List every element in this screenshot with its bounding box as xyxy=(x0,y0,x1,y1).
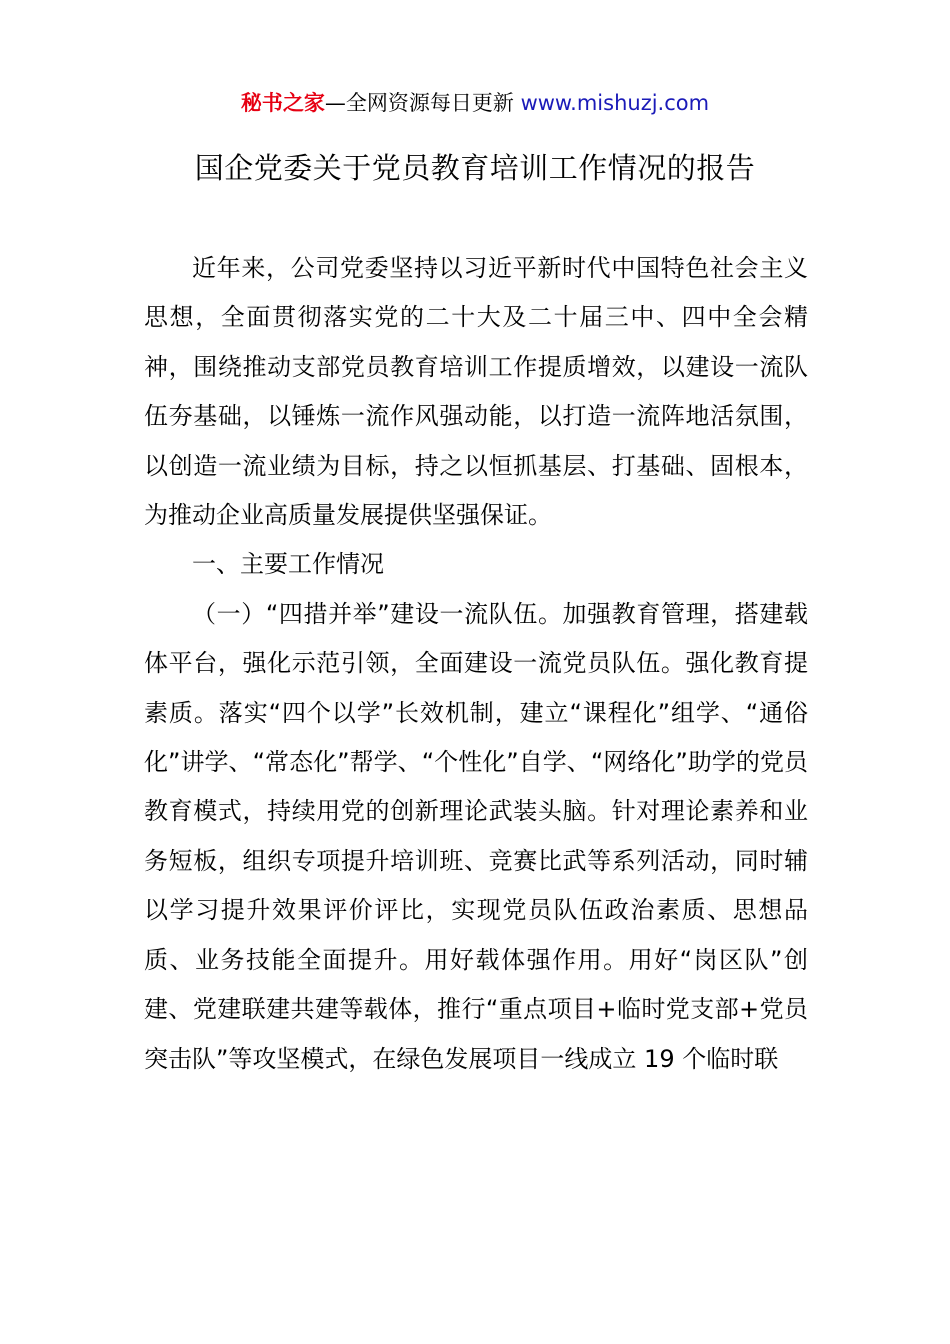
document-title: 国企党委关于党员教育培训工作情况的报告 xyxy=(194,151,756,185)
section-heading: 一、主要工作情况 xyxy=(192,550,384,579)
site-header xyxy=(0,88,950,118)
site-slogan: —全网资源每日更新 xyxy=(324,91,521,115)
site-brand: 秘书之家 xyxy=(240,91,325,115)
intro-paragraph: 近年来，公司党委坚持以习近平新时代中国特色社会主义思想，全面贯彻落实党的二十大及二十届三中、四中全会精神，围绕推动支部党员教育培训工作提质增效，以建设一流队伍夯基础，以锤炼一流作风强动能，以打造一流阵地活氛围，以创造一流业绩为目标，持之以恒抓基层、打基础、固根本，为推动企业高质量发展提供坚强保证。 xyxy=(144,254,808,530)
site-url-link[interactable]: www.mishuzj.com xyxy=(520,91,710,115)
document-body xyxy=(144,244,808,1084)
subsection-paragraph: （一）“四措并举”建设一流队伍。加强教育管理，搭建载体平台，强化示范引领，全面建设一流党员队伍。强化教育提素质。落实“四个以学”长效机制，建立“课程化”组学、“通俗化”讲学、“常态化”帮学、“个性化”自学、“网络化”助学的党员教育模式，持续用党的创新理论武装头脑。针对理论素养和业务短板，组织专项提升培训班、竞赛比武等系列活动，同时辅以学习提升效果评价评比，实现党员队伍政治素质、思想品质、业务技能全面提升。用好载体强作用。用好“岗区队”创建、党建联建共建等载体，推行“重点项目+临时党支部+党员突击队”等攻坚模式，在绿色发展项目一线成立 19 个临时联 xyxy=(144,599,808,1073)
